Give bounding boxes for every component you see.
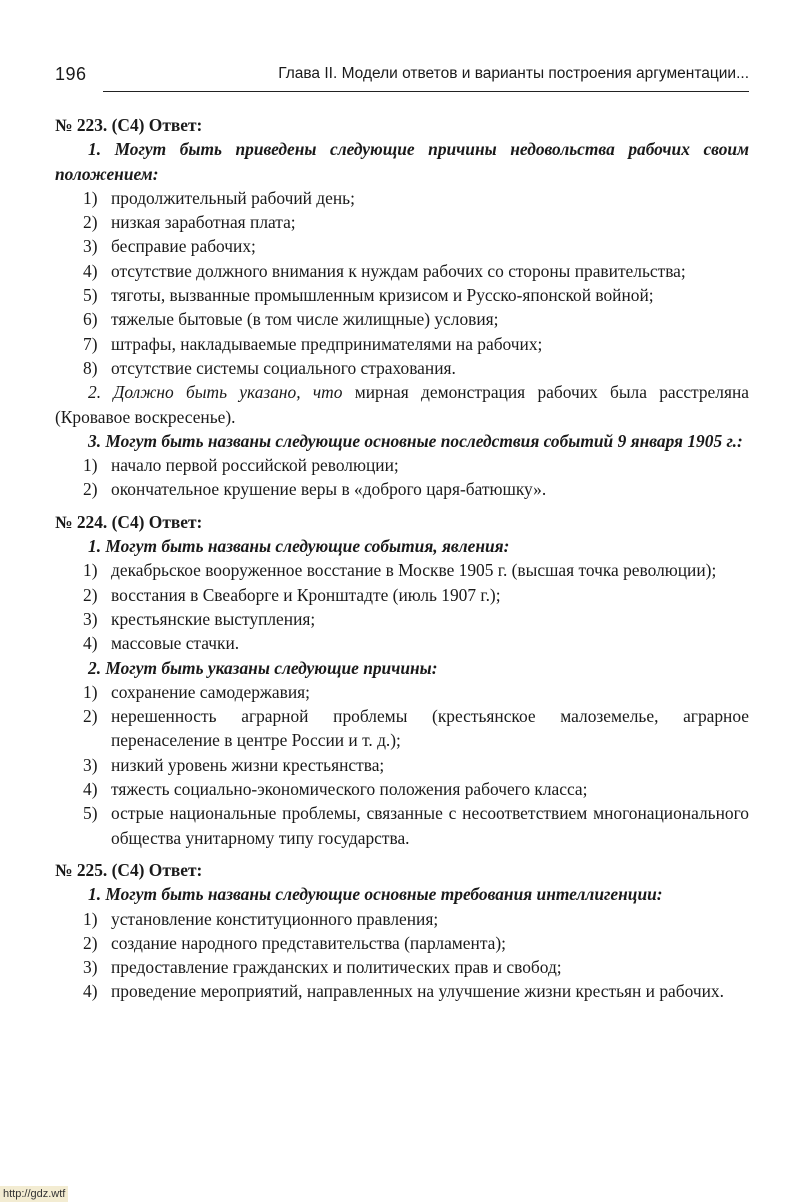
list-item-number: 2) [83, 212, 98, 233]
list-item [55, 283, 749, 307]
list-item [55, 704, 749, 753]
list-item-number: 3) [83, 754, 98, 775]
paragraph-text: 2. Должно быть указано, что [88, 382, 355, 403]
list-item-text: сохранение самодержавия; [111, 681, 310, 702]
list-item-text: нерешенность аграрной проблемы (крестьянское малоземелье, аграрное перенаселение в центре России и т. д.); [111, 706, 749, 751]
list-item [55, 801, 749, 850]
paragraph-text: 3. Могут быть названы следующие основные последствия событий 9 января 1905 г.: [88, 430, 743, 451]
list-item-text: продолжительный рабочий день; [111, 187, 355, 208]
list-item-text: проведение мероприятий, направленных на улучшение жизни крестьян и рабочих. [111, 981, 724, 1002]
list-item-number: 2) [83, 932, 98, 953]
list-item-number: 5) [83, 803, 98, 824]
list-item-text: низкая заработная плата; [111, 212, 296, 233]
list-item [55, 583, 749, 607]
list-item [55, 907, 749, 931]
list-item [55, 777, 749, 801]
paragraph-text: мирная демонстрация рабочих была расстреляна (Кровавое воскресенье). [55, 382, 749, 427]
list-item [55, 631, 749, 655]
list-item-text: штрафы, накладываемые предпринимателями на рабочих; [111, 333, 543, 354]
list-item-text: тяжелые бытовые (в том числе жилищные) условия; [111, 309, 499, 330]
list-item-number: 1) [83, 455, 98, 476]
list-item-text: декабрьское вооруженное восстание в Москве 1905 г. (высшая точка революции); [111, 560, 717, 581]
list-item-number: 2) [83, 706, 98, 727]
list-item-text: тяжесть социально-экономического положения рабочего класса; [111, 779, 588, 800]
list-item-text: окончательное крушение веры в «доброго царя-батюшку». [111, 479, 547, 500]
list-item [55, 307, 749, 331]
list-item-number: 6) [83, 309, 98, 330]
list-item [55, 477, 749, 501]
answer-paragraph [55, 380, 749, 429]
list-item-number: 1) [83, 560, 98, 581]
list-item-number: 3) [83, 608, 98, 629]
list-item-text: острые национальные проблемы, связанные с несоответствием многонационального общества унитарному типу государства. [111, 803, 749, 848]
list-item-number: 4) [83, 260, 98, 281]
list-item [55, 558, 749, 582]
answer-heading: № 223. (С4) Ответ: [55, 115, 203, 135]
answer-paragraph [55, 882, 749, 906]
list-item [55, 210, 749, 234]
paragraph-text: 2. Могут быть указаны следующие причины: [88, 657, 438, 678]
answer-heading: № 224. (С4) Ответ: [55, 511, 203, 532]
list-item-text: предоставление гражданских и политических прав и свобод; [111, 957, 562, 978]
answer-paragraph [55, 429, 749, 453]
answer-paragraph [55, 534, 749, 558]
list-item [55, 186, 749, 210]
list-item-text: отсутствие системы социального страхования. [111, 357, 456, 378]
list-item-text: крестьянские выступления; [111, 608, 316, 629]
list-item-text: отсутствие должного внимания к нуждам рабочих со стороны правительства; [111, 260, 686, 281]
list-item-number: 4) [83, 633, 98, 654]
running-title: Глава II. Модели ответов и варианты построения аргументации... [278, 65, 749, 82]
list-item [55, 680, 749, 704]
list-item [55, 979, 749, 1003]
list-item [55, 453, 749, 477]
list-item-number: 3) [83, 957, 98, 978]
list-item-text: начало первой российской революции; [111, 455, 399, 476]
list-item-text: массовые стачки. [111, 633, 240, 654]
header-rule [103, 91, 749, 92]
answer-paragraph [55, 137, 749, 186]
watermark-link[interactable]: http://gdz.wtf [0, 1186, 68, 1202]
list-item [55, 356, 749, 380]
list-item-text: бесправие рабочих; [111, 236, 256, 257]
paragraph-text: 1. Могут быть названы следующие основные требования интеллигенции: [88, 884, 663, 905]
list-item [55, 753, 749, 777]
list-item-number: 2) [83, 479, 98, 500]
list-item [55, 931, 749, 955]
list-item-number: 8) [83, 357, 98, 378]
list-item [55, 607, 749, 631]
list-item-number: 5) [83, 285, 98, 306]
page-header [55, 64, 749, 92]
list-item [55, 955, 749, 979]
list-item-number: 7) [83, 333, 98, 354]
list-item [55, 234, 749, 258]
list-item-text: установление конституционного правления; [111, 908, 439, 929]
list-item-number: 1) [83, 187, 98, 208]
list-item [55, 332, 749, 356]
list-item-number: 3) [83, 236, 98, 257]
paragraph-text: 1. Могут быть приведены следующие причины недовольства рабочих своим положением: [55, 139, 749, 184]
answer-heading: № 225. (С4) Ответ: [55, 859, 203, 880]
list-item-text: создание народного представительства (парламента); [111, 932, 506, 953]
list-item [55, 259, 749, 283]
list-item-number: 1) [83, 681, 98, 702]
list-item-number: 4) [83, 779, 98, 800]
list-item-number: 1) [83, 908, 98, 929]
list-item-number: 4) [83, 981, 98, 1002]
page-number: 196 [55, 64, 87, 84]
answers-content [55, 113, 749, 1004]
answer-paragraph [55, 656, 749, 680]
list-item-text: тяготы, вызванные промышленным кризисом и Русско-японской войной; [111, 285, 654, 306]
list-item-number: 2) [83, 584, 98, 605]
list-item-text: низкий уровень жизни крестьянства; [111, 754, 385, 775]
list-item-text: восстания в Свеаборге и Кронштадте (июль 1907 г.); [111, 584, 501, 605]
paragraph-text: 1. Могут быть названы следующие события, явления: [88, 536, 510, 557]
